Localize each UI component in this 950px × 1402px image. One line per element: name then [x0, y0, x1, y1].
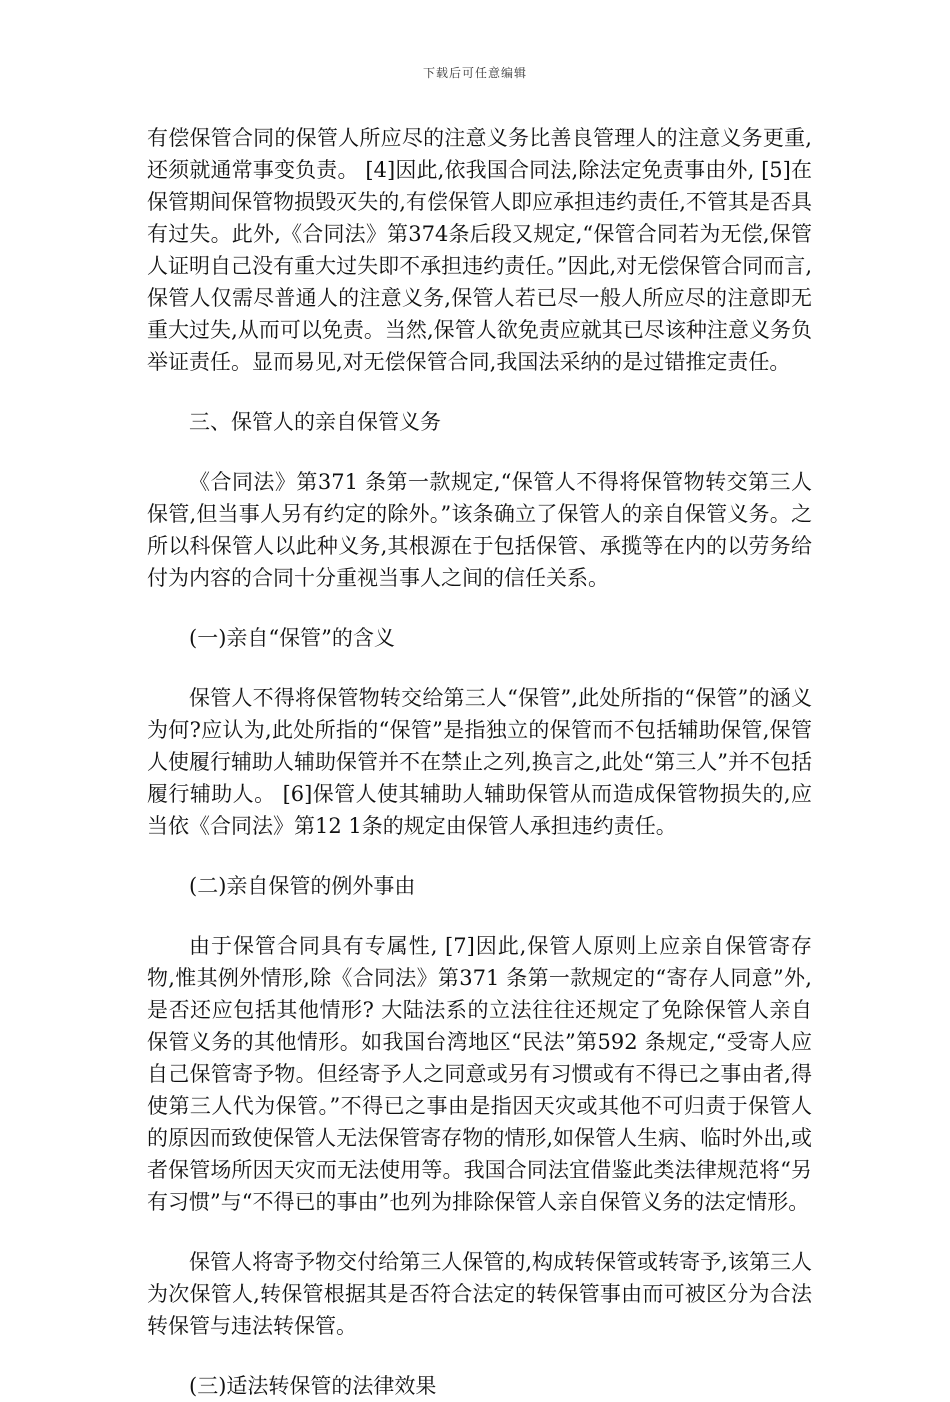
subheading-exceptions: (二)亲自保管的例外事由 [189, 874, 416, 898]
subheading-legal-effect: (三)适法转保管的法律效果 [189, 1374, 437, 1398]
paragraph-sub-custody: 保管人将寄予物交付给第三人保管的,构成转保管或转寄予,该第三人为次保管人,转保管根据其是否符合法定的转保管事由而可被区分为合法转保管与违法转保管。 [147, 1250, 812, 1338]
subheading-meaning: (一)亲自“保管”的含义 [189, 626, 395, 650]
section-heading-personal-custody: 三、保管人的亲自保管义务 [189, 410, 441, 434]
paragraph-liability: 有偿保管合同的保管人所应尽的注意义务比善良管理人的注意义务更重,还须就通常事变负责。 [4]因此,依我国合同法,除法定免责事由外, [5]在保管期间保管物损毁灭失的,有偿保管人即应承担违约责任,不管其是否具有过失。此外,《合同法》第374条后段又规定,“保管合同若为无偿,保管人证明自己没有重大过失即不承担违约责任。”因此,对无偿保管合同而言,保管人仅需尽普通人的注意义务,保管人若已尽一般人所应尽的注意即无重大过失,从而可以免责。当然,保管人欲免责应就其已尽该种注意义务负举证责任。显而易见,对无偿保管合同,我国法采纳的是过错推定责任。 [147, 126, 812, 374]
page-header: 下载后可任意编辑 [422, 66, 527, 80]
document-body [147, 122, 812, 1402]
paragraph-exceptions: 由于保管合同具有专属性, [7]因此,保管人原则上应亲自保管寄存物,惟其例外情形,除《合同法》第371 条第一款规定的“寄存人同意”外,是否还应包括其他情形? 大陆法系的立法往往还规定了免除保管人亲自保管义务的其他情形。如我国台湾地区“民法”第592 条规定,“受寄人应自己保管寄予物。但经寄予人之同意或另有习惯或有不得已之事由者,得使第三人代为保管。”不得已之事由是指因天灾或其他不可归责于保管人的原因而致使保管人无法保管寄存物的情形,如保管人生病、临时外出,或者保管场所因天灾而无法使用等。我国合同法宜借鉴此类法律规范将“另有习惯”与“不得已的事由”也列为排除保管人亲自保管义务的法定情形。 [147, 934, 812, 1214]
paragraph-meaning: 保管人不得将保管物转交给第三人“保管”,此处所指的“保管”的涵义为何?应认为,此处所指的“保管”是指独立的保管而不包括辅助保管,保管人使履行辅助人辅助保管并不在禁止之列,换言之,此处“第三人”并不包括履行辅助人。 [6]保管人使其辅助人辅助保管从而造成保管物损失的,应当依《合同法》第12 1条的规定由保管人承担违约责任。 [147, 686, 812, 838]
paragraph-article-371: 《合同法》第371 条第一款规定,“保管人不得将保管物转交第三人保管,但当事人另有约定的除外。”该条确立了保管人的亲自保管义务。之所以科保管人以此种义务,其根源在于包括保管、承揽等在内的以劳务给付为内容的合同十分重视当事人之间的信任关系。 [147, 470, 812, 590]
